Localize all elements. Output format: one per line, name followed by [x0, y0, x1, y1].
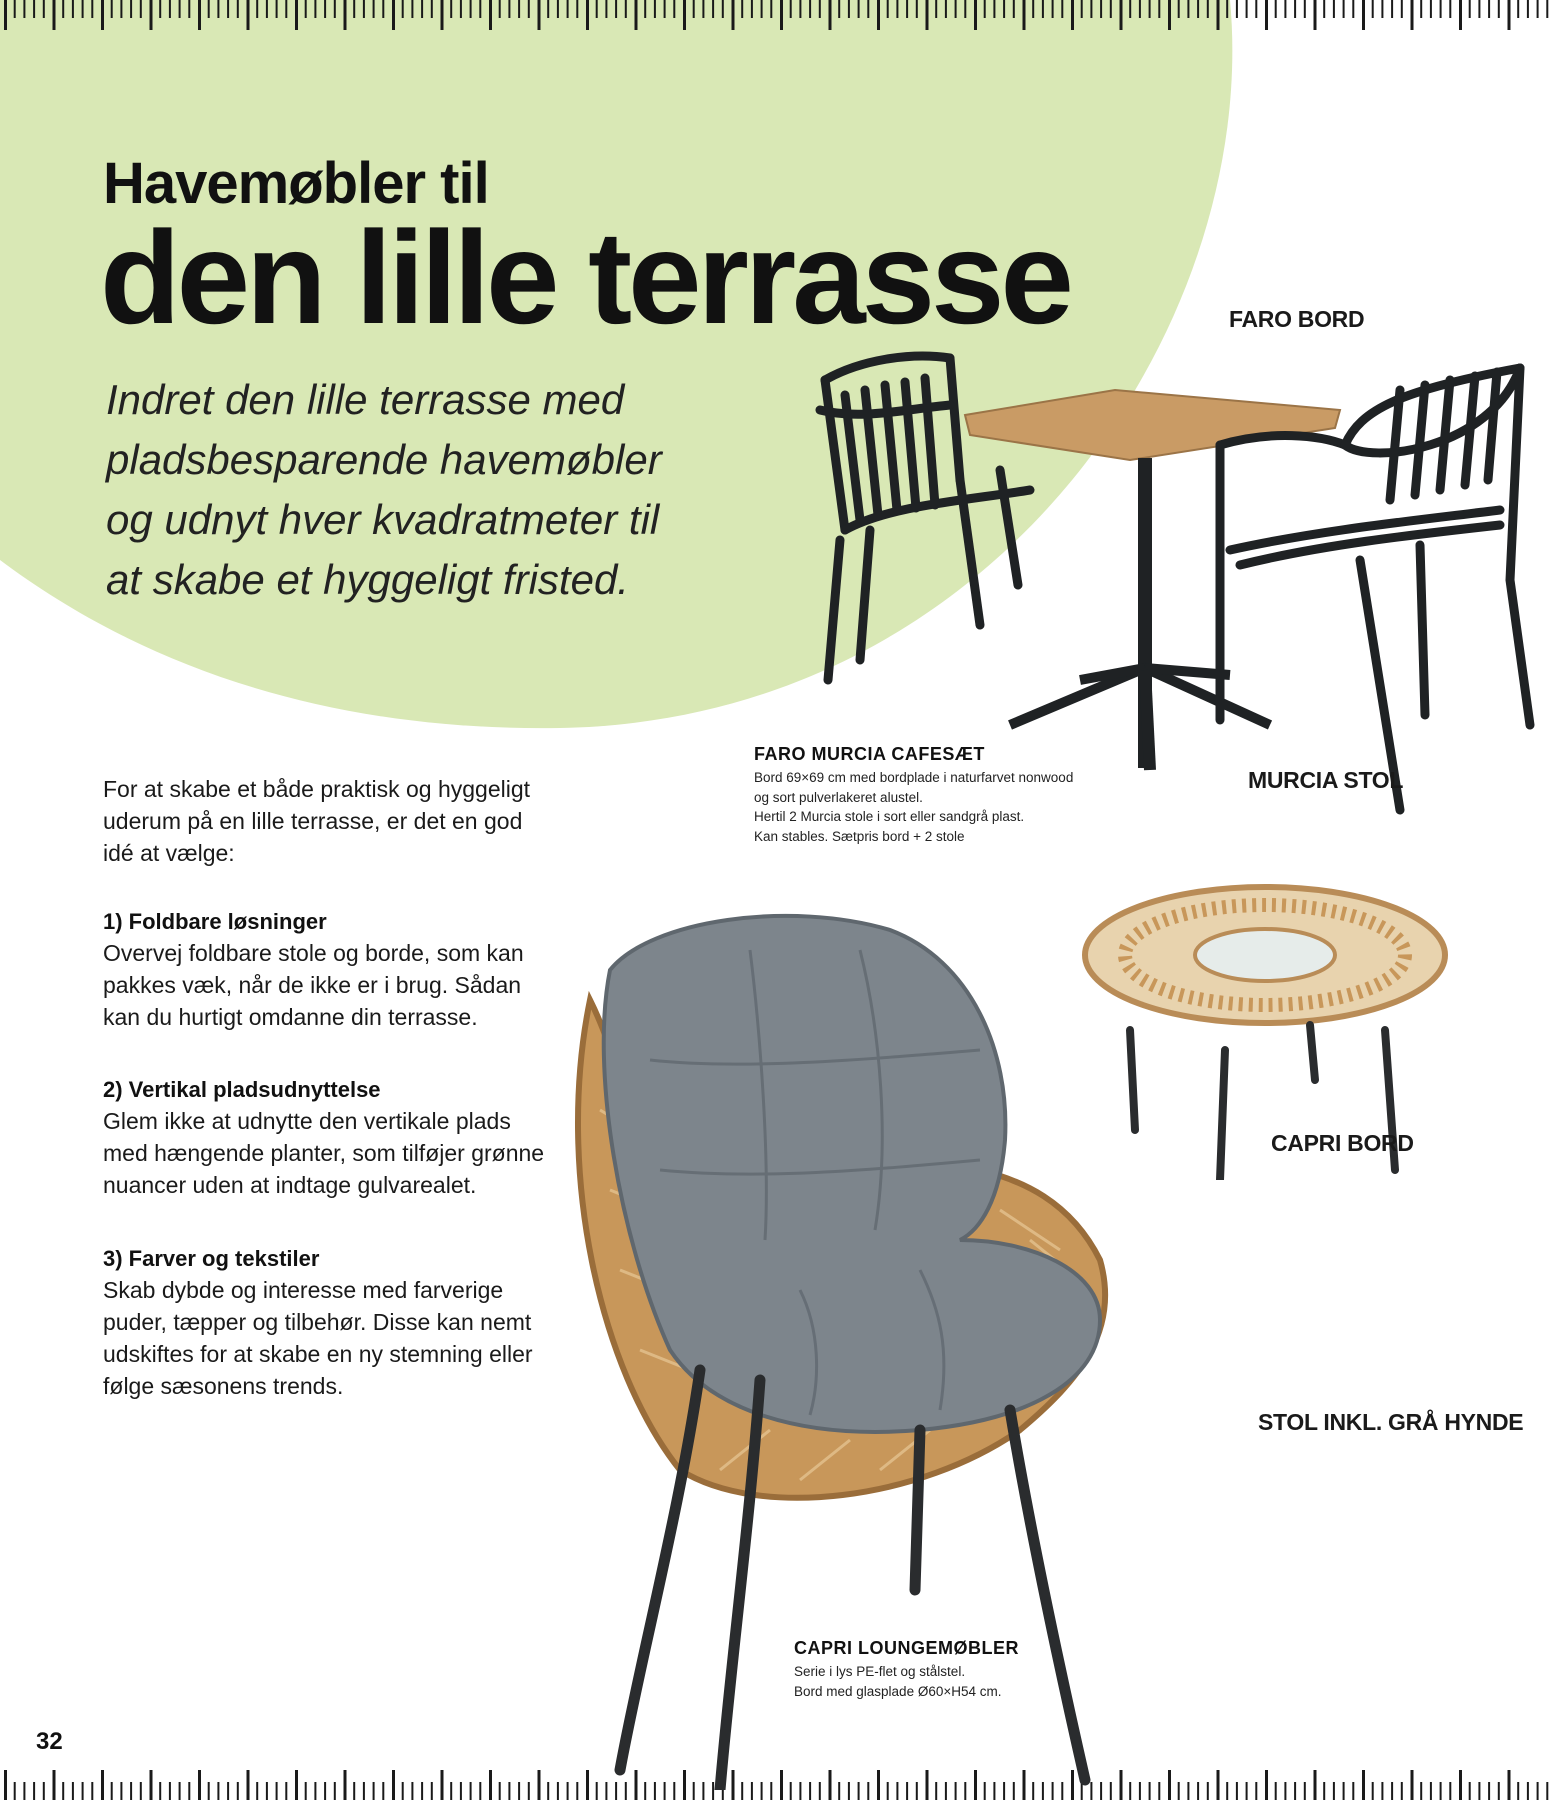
ruler-tick: [673, 0, 675, 18]
ruler-tick: [1032, 0, 1034, 18]
ruler-top-border: [0, 0, 1550, 34]
ruler-tick: [1061, 0, 1063, 18]
ruler-tick: [557, 0, 559, 18]
ruler-tick: [421, 1782, 423, 1800]
ruler-tick: [1546, 1782, 1548, 1800]
ruler-tick: [62, 1782, 64, 1800]
ruler-tick: [1430, 0, 1432, 18]
ruler-tick: [4, 1770, 7, 1800]
ruler-tick: [1246, 0, 1248, 18]
ruler-tick: [1517, 1782, 1519, 1800]
product-desc-line: Serie i lys PE-flet og stålstel.: [794, 1664, 966, 1679]
ruler-tick: [1333, 1782, 1335, 1800]
ruler-tick: [431, 1782, 433, 1800]
ruler-tick: [1381, 0, 1383, 18]
tip-title: 1) Foldbare løsninger: [103, 909, 327, 934]
ruler-tick: [1071, 0, 1074, 30]
ruler-tick: [741, 0, 743, 18]
ruler-tick: [130, 0, 132, 18]
ruler-tick: [1420, 1782, 1422, 1800]
ruler-tick: [1314, 0, 1317, 30]
ruler-tick: [421, 0, 423, 18]
ruler-tick: [1381, 1782, 1383, 1800]
ruler-tick: [1003, 0, 1005, 18]
ruler-tick: [33, 1782, 35, 1800]
ruler-tick: [809, 0, 811, 18]
ruler-tick: [392, 0, 395, 30]
ruler-tick: [392, 1770, 395, 1800]
ruler-tick: [450, 0, 452, 18]
ruler-tick: [101, 1770, 104, 1800]
ruler-tick: [596, 0, 598, 18]
tip-line: pakkes væk, når de ikke er i brug. Sådan: [103, 972, 522, 998]
ruler-tick: [460, 0, 462, 18]
ruler-tick: [1498, 0, 1500, 18]
ruler-tick: [256, 1782, 258, 1800]
tip-line: følge sæsonens trends.: [103, 1373, 344, 1399]
ruler-tick: [964, 0, 966, 18]
ruler-tick: [1100, 0, 1102, 18]
ruler-tick: [664, 0, 666, 18]
ruler-tick: [499, 0, 501, 18]
ruler-tick: [1537, 0, 1539, 18]
ruler-tick: [1314, 1770, 1317, 1800]
ruler-tick: [33, 0, 35, 18]
product-desc-line: Bord med glasplade Ø60×H54 cm.: [794, 1683, 1002, 1699]
ruler-tick: [382, 1782, 384, 1800]
ruler-tick: [353, 0, 355, 18]
ruler-tick: [538, 0, 541, 30]
product-title: CAPRI LOUNGEMØBLER: [794, 1638, 1019, 1658]
ruler-tick: [683, 0, 686, 30]
ruler-tick: [1013, 0, 1015, 18]
ruler-tick: [1469, 1782, 1471, 1800]
ruler-tick: [1488, 1782, 1490, 1800]
ruler-tick: [896, 0, 898, 18]
ruler-tick: [654, 0, 656, 18]
ruler-tick: [120, 1782, 122, 1800]
ruler-tick: [499, 1782, 501, 1800]
ruler-tick: [247, 0, 250, 30]
ruler-tick: [1537, 1782, 1539, 1800]
ruler-tick: [227, 0, 229, 18]
ruler-tick: [1294, 1782, 1296, 1800]
ruler-tick: [1411, 1770, 1414, 1800]
intro-line: idé at vælge:: [103, 840, 235, 866]
ruler-tick: [179, 1782, 181, 1800]
ruler-tick: [693, 0, 695, 18]
lead-line: at skabe et hyggeligt fristed.: [106, 556, 629, 603]
ruler-tick: [993, 0, 995, 18]
ruler-tick: [518, 1782, 520, 1800]
ruler-tick: [1440, 0, 1442, 18]
ruler-tick: [411, 0, 413, 18]
product-desc-line: Bord 69×69 cm med bordplade i naturfarvet nonwood: [754, 770, 1074, 785]
tip-title: 2) Vertikal pladsudnyttelse: [103, 1077, 381, 1102]
ruler-tick: [1255, 0, 1257, 18]
ruler-tick: [169, 1782, 171, 1800]
ruler-tick: [111, 1782, 113, 1800]
ruler-tick: [344, 1770, 347, 1800]
ruler-tick: [237, 0, 239, 18]
ruler-tick: [441, 0, 444, 30]
intro-paragraph: [103, 773, 563, 869]
ruler-tick: [208, 0, 210, 18]
heading-line-1: Havemøbler til: [103, 151, 489, 216]
ruler-tick: [1217, 0, 1220, 30]
ruler-tick: [1411, 0, 1414, 30]
ruler-tick: [159, 0, 161, 18]
ruler-tick: [479, 1782, 481, 1800]
lead-line: og udnyt hver kvadratmeter til: [106, 496, 660, 543]
ruler-tick: [334, 0, 336, 18]
product-desc-line: og sort pulverlakeret alustel.: [754, 789, 923, 805]
ruler-tick: [1284, 0, 1286, 18]
ruler-tick: [402, 0, 404, 18]
product-desc-line: Hertil 2 Murcia stole i sort eller sandgrå plast.: [754, 809, 1025, 824]
ruler-tick: [140, 0, 142, 18]
ruler-tick: [547, 0, 549, 18]
ruler-tick: [838, 0, 840, 18]
tip-line: nuancer uden at indtage gulvarealet.: [103, 1172, 477, 1198]
ruler-tick: [770, 0, 772, 18]
product-info-faro-murcia: [754, 744, 1073, 846]
ruler-tick: [615, 0, 617, 18]
ruler-tick: [1459, 1770, 1462, 1800]
ruler-tick: [984, 0, 986, 18]
ruler-tick: [101, 0, 104, 30]
lead-line: pladsbesparende havemøbler: [106, 436, 662, 483]
ruler-tick: [1139, 0, 1141, 18]
ruler-tick: [1401, 1782, 1403, 1800]
ruler-tick: [373, 0, 375, 18]
ruler-tick: [1304, 0, 1306, 18]
ruler-tick: [605, 0, 607, 18]
ruler-tick: [1023, 0, 1026, 30]
ruler-tick: [1149, 0, 1151, 18]
ruler-tick: [1546, 0, 1548, 18]
ruler-tick: [344, 0, 347, 30]
ruler-tick: [1226, 0, 1228, 18]
ruler-tick: [1440, 1782, 1442, 1800]
ruler-tick: [732, 0, 735, 30]
ruler-tick: [470, 1782, 472, 1800]
ruler-tick: [1187, 0, 1189, 18]
ruler-tick: [1527, 0, 1529, 18]
ruler-tick: [1478, 1782, 1480, 1800]
ruler-tick: [858, 0, 860, 18]
ruler-tick: [1120, 0, 1123, 30]
label-faro-bord: FARO BORD: [1229, 306, 1365, 332]
ruler-tick: [547, 1782, 549, 1800]
ruler-tick: [53, 1770, 56, 1800]
tip-line: udskiftes for at skabe en ny stemning eller: [103, 1341, 533, 1367]
ruler-tick: [1391, 1782, 1393, 1800]
ruler-tick: [159, 1782, 161, 1800]
intro-line: uderum på en lille terrasse, er det en god: [103, 808, 523, 834]
ruler-tick: [1517, 0, 1519, 18]
ruler-tick: [305, 1782, 307, 1800]
tip-section-colors: [103, 1244, 573, 1402]
ruler-tick: [848, 0, 850, 18]
ruler-tick: [1236, 0, 1238, 18]
tip-section-foldable: [103, 907, 573, 1033]
ruler-tick: [1372, 0, 1374, 18]
tip-title: 3) Farver og tekstiler: [103, 1246, 320, 1271]
ruler-tick: [285, 1782, 287, 1800]
ruler-tick: [363, 1782, 365, 1800]
ruler-tick: [1362, 1770, 1365, 1800]
ruler-tick: [460, 1782, 462, 1800]
ruler-tick: [906, 0, 908, 18]
ruler-tick: [528, 1782, 530, 1800]
ruler-tick: [14, 1782, 16, 1800]
ruler-tick: [256, 0, 258, 18]
ruler-tick: [955, 0, 957, 18]
ruler-tick: [586, 0, 589, 30]
ruler-tick: [295, 1770, 298, 1800]
ruler-tick: [353, 1782, 355, 1800]
ruler-tick: [635, 0, 638, 30]
ruler-tick: [508, 1782, 510, 1800]
ruler-tick: [1207, 0, 1209, 18]
ruler-tick: [208, 1782, 210, 1800]
ruler-tick: [1343, 0, 1345, 18]
ruler-tick: [702, 0, 704, 18]
ruler-tick: [411, 1782, 413, 1800]
ruler-tick: [62, 0, 64, 18]
ruler-tick: [402, 1782, 404, 1800]
ruler-tick: [1508, 0, 1511, 30]
ruler-tick: [518, 0, 520, 18]
ruler-tick: [1323, 0, 1325, 18]
ruler-tick: [334, 1782, 336, 1800]
ruler-tick: [4, 0, 7, 30]
ruler-tick: [528, 0, 530, 18]
ruler-tick: [945, 0, 947, 18]
ruler-tick: [324, 1782, 326, 1800]
ruler-tick: [935, 0, 937, 18]
lead-line: Indret den lille terrasse med: [106, 376, 625, 423]
ruler-tick: [1449, 0, 1451, 18]
ruler-tick: [169, 0, 171, 18]
ruler-tick: [1294, 0, 1296, 18]
ruler-tick: [1391, 0, 1393, 18]
ruler-tick: [867, 0, 869, 18]
ruler-tick: [1498, 1782, 1500, 1800]
ruler-tick: [247, 1770, 250, 1800]
label-murcia-stol: MURCIA STOL: [1248, 767, 1404, 793]
ruler-tick: [72, 1782, 74, 1800]
product-desc-line: Kan stables. Sætpris bord + 2 stole: [754, 828, 965, 844]
ruler-tick: [1401, 0, 1403, 18]
ruler-tick: [1042, 0, 1044, 18]
ruler-tick: [150, 0, 153, 30]
ruler-tick: [926, 0, 929, 30]
ruler-tick: [887, 0, 889, 18]
ruler-tick: [1420, 0, 1422, 18]
ruler-tick: [91, 1782, 93, 1800]
ruler-tick: [276, 0, 278, 18]
ruler-tick: [363, 0, 365, 18]
ruler-tick: [188, 1782, 190, 1800]
ruler-tick: [1284, 1782, 1286, 1800]
ruler-tick: [470, 0, 472, 18]
ruler-tick: [82, 0, 84, 18]
ruler-tick: [217, 0, 219, 18]
ruler-tick: [479, 0, 481, 18]
ruler-tick: [382, 0, 384, 18]
ruler-tick: [576, 0, 578, 18]
ruler-tick: [751, 0, 753, 18]
ruler-tick: [1527, 1782, 1529, 1800]
ruler-tick: [150, 1770, 153, 1800]
ruler-tick: [179, 0, 181, 18]
ruler-tick: [324, 0, 326, 18]
ruler-tick: [43, 1782, 45, 1800]
page-number: 32: [36, 1728, 63, 1755]
ruler-tick: [538, 1770, 541, 1800]
ruler-tick: [120, 0, 122, 18]
ruler-tick: [508, 0, 510, 18]
ruler-tick: [1362, 0, 1365, 30]
ruler-tick: [441, 1770, 444, 1800]
ruler-tick: [1129, 0, 1131, 18]
ruler-tick: [1449, 1782, 1451, 1800]
ruler-tick: [266, 0, 268, 18]
ruler-tick: [1333, 0, 1335, 18]
ruler-tick: [1352, 0, 1354, 18]
ruler-tick: [790, 0, 792, 18]
ruler-tick: [43, 0, 45, 18]
ruler-tick: [1372, 1782, 1374, 1800]
ruler-tick: [237, 1782, 239, 1800]
ruler-tick: [567, 0, 569, 18]
ruler-tick: [53, 0, 56, 30]
ruler-tick: [1304, 1782, 1306, 1800]
ruler-tick: [489, 1770, 492, 1800]
ruler-tick: [295, 0, 298, 30]
ruler-tick: [1081, 0, 1083, 18]
ruler-tick: [712, 0, 714, 18]
ruler-tick: [227, 1782, 229, 1800]
tip-line: Glem ikke at udnytte den vertikale plads: [103, 1108, 511, 1134]
ruler-tick: [1352, 1782, 1354, 1800]
ruler-tick: [1343, 1782, 1345, 1800]
ruler-tick: [799, 0, 801, 18]
ruler-tick: [780, 0, 783, 30]
tip-line: Overvej foldbare stole og borde, som kan: [103, 940, 524, 966]
ruler-tick: [217, 1782, 219, 1800]
ruler-tick: [373, 1782, 375, 1800]
ruler-tick: [72, 0, 74, 18]
ruler-tick: [819, 0, 821, 18]
ruler-tick: [266, 1782, 268, 1800]
tip-line: med hængende planter, som tilføjer grønne: [103, 1140, 545, 1166]
ruler-tick: [1469, 0, 1471, 18]
tip-line: puder, tæpper og tilbehør. Disse kan nemt: [103, 1309, 532, 1335]
ruler-tick: [82, 1782, 84, 1800]
tip-section-vertical: [103, 1075, 573, 1201]
ruler-tick: [625, 0, 627, 18]
ruler-tick: [1110, 0, 1112, 18]
ruler-tick: [23, 1782, 25, 1800]
ruler-tick: [1430, 1782, 1432, 1800]
ruler-tick: [91, 0, 93, 18]
ruler-tick: [431, 0, 433, 18]
ruler-tick: [111, 0, 113, 18]
product-info-capri: [794, 1638, 1019, 1701]
ruler-tick: [974, 0, 977, 30]
ruler-tick: [450, 1782, 452, 1800]
ruler-tick: [829, 0, 832, 30]
ruler-tick: [314, 0, 316, 18]
label-capri-bord: CAPRI BORD: [1271, 1130, 1414, 1156]
ruler-tick: [1052, 0, 1054, 18]
ruler-tick: [314, 1782, 316, 1800]
ruler-tick: [916, 0, 918, 18]
ruler-tick: [877, 0, 880, 30]
tip-line: kan du hurtigt omdanne din terrasse.: [103, 1004, 478, 1030]
ruler-tick: [1275, 0, 1277, 18]
intro-line: For at skabe et både praktisk og hyggeligt: [103, 776, 531, 802]
ruler-tick: [1168, 0, 1171, 30]
ruler-tick: [1158, 0, 1160, 18]
ruler-tick: [644, 0, 646, 18]
heading-line-2: den lille terrasse: [100, 204, 1070, 351]
ruler-tick: [489, 0, 492, 30]
ruler-tick: [130, 1782, 132, 1800]
ruler-tick: [1090, 0, 1092, 18]
ruler-tick: [198, 0, 201, 30]
ruler-tick: [285, 0, 287, 18]
ruler-tick: [1459, 0, 1462, 30]
lead-paragraph: [106, 370, 726, 610]
ruler-tick: [1265, 0, 1268, 30]
ruler-tick: [276, 1782, 278, 1800]
ruler-tick: [305, 0, 307, 18]
ruler-tick: [1488, 0, 1490, 18]
ruler-tick: [557, 1782, 559, 1800]
label-stol-hynde: STOL INKL. GRÅ HYNDE: [1258, 1409, 1524, 1435]
ruler-tick: [14, 0, 16, 18]
ruler-tick: [722, 0, 724, 18]
ruler-tick: [188, 0, 190, 18]
ruler-tick: [1478, 0, 1480, 18]
tip-line: Skab dybde og interesse med farverige: [103, 1277, 504, 1303]
ruler-tick: [1323, 1782, 1325, 1800]
product-title: FARO MURCIA CAFESÆT: [754, 744, 985, 764]
ruler-tick: [761, 0, 763, 18]
ruler-tick: [1178, 0, 1180, 18]
ruler-tick: [23, 0, 25, 18]
ruler-tick: [198, 1770, 201, 1800]
ruler-tick: [1508, 1770, 1511, 1800]
ruler-tick: [1197, 0, 1199, 18]
ruler-tick: [140, 1782, 142, 1800]
